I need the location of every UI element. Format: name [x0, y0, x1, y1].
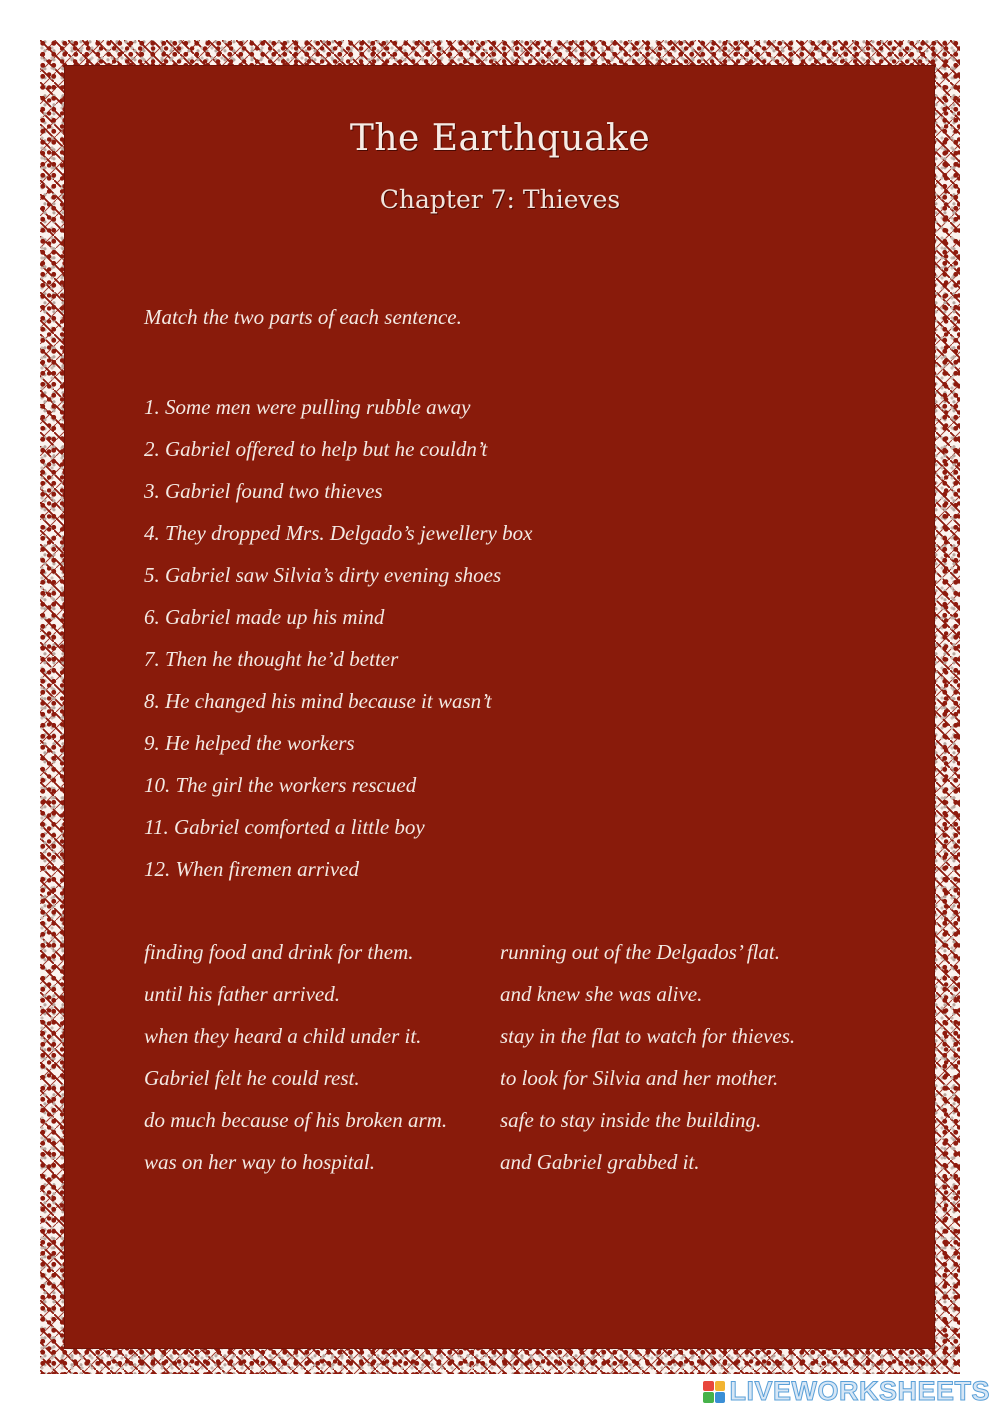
ending-option[interactable]: and Gabriel grabbed it.: [500, 1150, 700, 1174]
worksheet-title: The Earthquake: [349, 118, 651, 159]
instruction-text: Match the two parts of each sentence.: [144, 305, 462, 329]
endings-right-column: [500, 937, 795, 1189]
ending-option[interactable]: and knew she was alive.: [500, 982, 703, 1006]
sentence-start-7: 7. Then he thought he’d better: [144, 647, 399, 671]
sentence-starts-list: [144, 392, 532, 896]
watermark-text: LIVEWORKSHEETS: [729, 1376, 990, 1406]
logo-tile: [715, 1392, 726, 1403]
ending-option[interactable]: stay in the flat to watch for thieves.: [500, 1024, 796, 1048]
sentence-start-10: 10. The girl the workers rescued: [144, 773, 417, 797]
ending-option[interactable]: finding food and drink for them.: [144, 940, 414, 964]
ending-option[interactable]: when they heard a child under it.: [144, 1024, 422, 1048]
ending-option[interactable]: do much because of his broken arm.: [144, 1108, 448, 1132]
sentence-start-1: 1. Some men were pulling rubble away: [144, 395, 471, 419]
chapter-subtitle: Chapter 7: Thieves: [379, 185, 621, 214]
sentence-start-3: 3. Gabriel found two thieves: [144, 479, 383, 503]
ending-option[interactable]: Gabriel felt he could rest.: [144, 1066, 360, 1090]
ending-option[interactable]: was on her way to hospital.: [144, 1150, 376, 1174]
sentence-start-9: 9. He helped the workers: [144, 731, 355, 755]
ending-option[interactable]: safe to stay inside the building.: [500, 1108, 762, 1132]
sentence-start-8: 8. He changed his mind because it wasn’t: [144, 689, 492, 713]
sentence-start-2: 2. Gabriel offered to help but he couldn’t: [144, 437, 488, 461]
sentence-start-6: 6. Gabriel made up his mind: [144, 605, 385, 629]
liveworksheets-watermark: [703, 1376, 990, 1407]
ending-option[interactable]: to look for Silvia and her mother.: [500, 1066, 779, 1090]
liveworksheets-logo-icon: [703, 1381, 725, 1403]
ending-option[interactable]: running out of the Delgados’ flat.: [500, 940, 780, 964]
sentence-start-4: 4. They dropped Mrs. Delgado’s jewellery box: [144, 521, 533, 545]
logo-tile: [703, 1392, 714, 1403]
sentence-start-12: 12. When firemen arrived: [144, 857, 360, 881]
logo-tile: [715, 1381, 726, 1392]
ending-option[interactable]: until his father arrived.: [144, 982, 340, 1006]
sentence-start-5: 5. Gabriel saw Silvia’s dirty evening shoes: [144, 563, 502, 587]
logo-tile: [703, 1381, 714, 1392]
sentence-start-11: 11. Gabriel comforted a little boy: [144, 815, 425, 839]
endings-left-column: [144, 937, 447, 1189]
